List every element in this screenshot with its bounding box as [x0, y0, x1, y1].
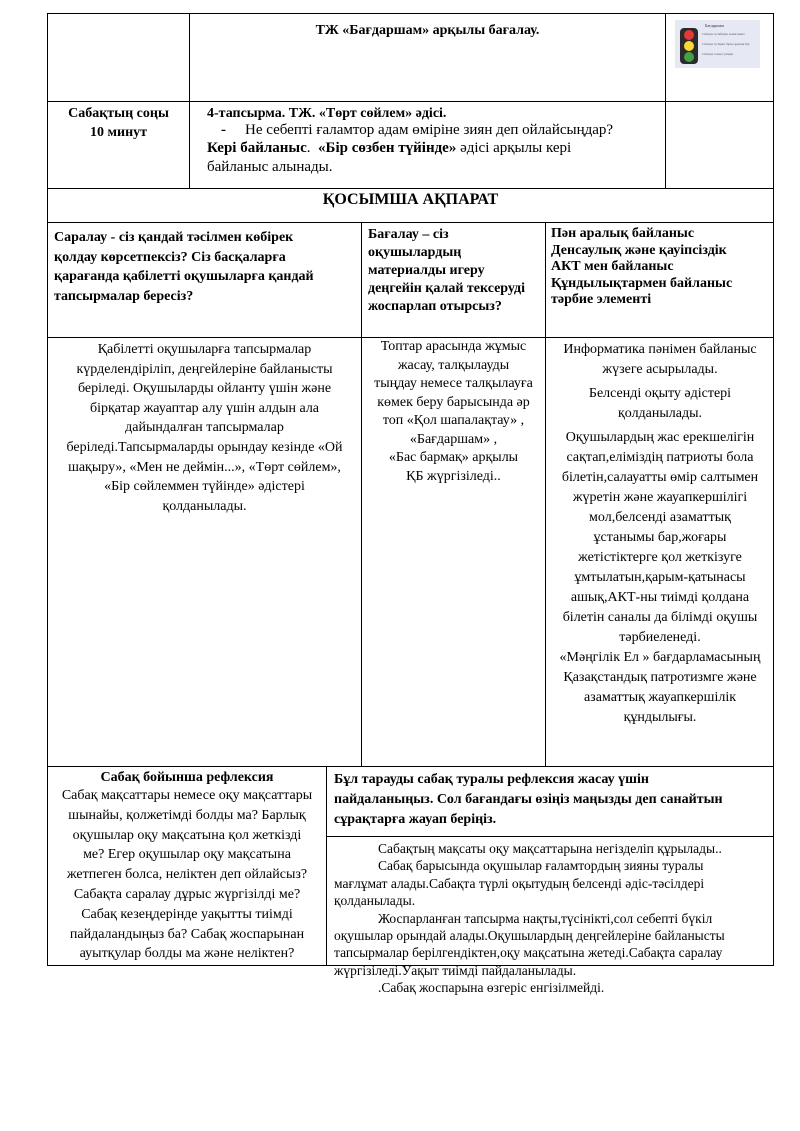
- content-col3-line: қолданылады.: [617, 406, 703, 421]
- content-col3-line: мол,белсенді азаматтық: [589, 510, 731, 525]
- header-assessment: [368, 226, 525, 316]
- answer-line: Сабақтың мақсаты оқу мақсаттарына негізделіп құрылады..: [378, 841, 722, 856]
- content-col3-line: Оқушылардың жас ерекшелігін: [565, 430, 755, 445]
- reflection-question-line: пайдаландыңыз ба? Сабақ жоспарынан: [69, 926, 305, 942]
- header-col3-line: Пән аралық байланыс: [551, 226, 695, 241]
- reflection-title: Сабақ бойынша рефлексия: [100, 770, 274, 785]
- feedback-bold-1: Кері байланыс: [207, 140, 307, 156]
- answer-line: жүргізіледі.Уақыт тиімді пайдаланылады.: [334, 962, 577, 978]
- header-col3-line: Құндылықтармен байланыс: [551, 275, 733, 291]
- instruction-line: Бұл тарауды сабақ туралы рефлексия жасау үшін: [334, 772, 649, 787]
- header-col3-line: АКТ мен байланыс: [551, 259, 674, 274]
- content-col3-line: «Мәңгілік Ел » бағдарламасының: [559, 650, 761, 665]
- content-col3-line: жетістіктерге қол жеткізуге: [578, 550, 742, 565]
- answer-line: тапсырмалар берілгендіктен,оқу мақсатына жетеді.Сабақта саралау: [334, 945, 723, 961]
- content-col1-line: шақыру», «Мен не деймін...», «Төрт сөйлем»,: [68, 459, 341, 475]
- col-divider-1: [361, 222, 362, 767]
- content-col2-line: тыңдау немесе талқылауға: [374, 376, 533, 391]
- header-col2-line: оқушылардың: [368, 245, 462, 260]
- content-assessment: [362, 338, 545, 486]
- feedback-bold-2: «Бір сөзбен түйінде»: [318, 140, 457, 156]
- content-col3-line: білетін,салауатты өмір салтымен: [561, 470, 759, 485]
- content-col3-line: білетін саналы да білімді оқушы: [562, 610, 758, 625]
- header-col2-line: жоспарлап отырсыз?: [368, 299, 502, 314]
- traffic-light-icon: [680, 28, 698, 64]
- content-col1-line: бірқатар жауаптар алу үшін алдын ала: [89, 400, 320, 416]
- assessment-title: ТЖ «Бағдаршам» арқылы бағалау.: [315, 23, 540, 38]
- reflection-question-line: Сабақ кезеңдерінде уақытты тиімді: [81, 906, 293, 922]
- reflection-questions: [48, 786, 326, 964]
- answer-line: Сабақ барысында оқушылар ғаламтордың зияны туралы: [378, 858, 704, 874]
- header-differentiation: [54, 228, 314, 306]
- header-col3-line: тәрбие элементі: [551, 292, 652, 307]
- content-col3-line: ұстанымы бар,жоғары: [593, 530, 727, 545]
- bullet-dash: -: [221, 122, 226, 138]
- content-col3-line: құндылығы.: [623, 710, 697, 725]
- header-col1-line: қарағанда қабілетті оқушыларға қандай: [54, 269, 314, 284]
- task-title: 4-тапсырма. ТЖ. «Төрт сөйлем» әдісі.: [207, 106, 447, 121]
- feedback-line-2: байланыс алынады.: [207, 159, 333, 175]
- reflection-question-line: оқушылар оқу мақсатына қол жеткізді: [72, 827, 302, 843]
- content-col2-line: жасау, талқылауды: [397, 357, 510, 373]
- thumb-title: Бағдаршам: [705, 23, 724, 28]
- lesson-end-line2: 10 минут: [89, 125, 148, 140]
- content-col3-line: жүретін және жауапкершілігі: [572, 490, 748, 505]
- feedback-text-2: әдісі арқылы кері: [456, 140, 572, 156]
- answer-line: .Сабақ жоспарына өзгеріс енгізілмейді.: [378, 980, 605, 996]
- content-col3-line: жүзеге асырылады.: [602, 362, 718, 377]
- content-col2-line: Топтар арасында жұмыс: [380, 339, 527, 354]
- content-col3-line: азаматтық жауапкершілік: [583, 690, 737, 705]
- instruction-divider: [326, 836, 774, 837]
- content-col3-line: тәрбиеленеді.: [619, 630, 701, 645]
- reflection-question-line: жетпеген болса, неліктен деп ойлайсыз?: [66, 867, 308, 883]
- thumb-line-1: Сабақты түсінбедім, көмек қажет: [702, 32, 745, 36]
- answer-line: қолданылады.: [334, 893, 416, 909]
- content-col3-line: Қазақстандық патротизмге және: [563, 670, 757, 685]
- reflection-instruction: [334, 770, 723, 830]
- instruction-line: сұрақтарға жауап беріңіз.: [334, 812, 497, 827]
- lesson-end-line1: Сабақтың соңы: [68, 106, 169, 121]
- traffic-light-image: [675, 20, 760, 68]
- reflection-divider: [326, 766, 327, 966]
- content-col2-line: ҚБ жүргізіледі..: [406, 468, 501, 484]
- content-col1-line: дайындалған тапсырмалар: [125, 420, 284, 436]
- feedback-text-1: .: [306, 140, 319, 156]
- content-col3-line: Белсенді оқыту әдістері: [588, 386, 732, 401]
- content-col1-line: күрделендіріліп, деңгейлеріне байланысты: [76, 361, 333, 377]
- content-col2-line: «Бас бармақ» арқылы: [388, 450, 519, 465]
- content-col1-line: беріледі. Оқушыларды ойланту үшін және: [77, 381, 332, 397]
- header-col1-line: тапсырмалар бересіз?: [54, 288, 194, 304]
- content-col1-line: қолданылады.: [162, 498, 247, 514]
- feedback-line-1: [207, 139, 571, 158]
- reflection-question-line: Сабақта саралау дұрыс жүргізілді ме?: [73, 886, 301, 902]
- header-interdisciplinary: [551, 226, 732, 309]
- content-col2-line: «Бағдаршам» ,: [409, 431, 498, 447]
- header-col2-line: Бағалау – сіз: [368, 227, 449, 242]
- content-interdisciplinary: [546, 340, 774, 728]
- header-col2-line: материалды игеру: [368, 263, 485, 278]
- content-col2-line: топ «Қол шапалақтау» ,: [382, 413, 525, 428]
- reflection-question-line: ме? Егер оқушылар оқу мақсатына: [83, 847, 291, 863]
- content-col3-line: ұмтылатын,қарым-қатынасы: [574, 570, 746, 585]
- content-col3-line: Информатика пәнімен байланыс: [563, 342, 757, 357]
- header-col2-line: деңгейін қалай тексеруді: [368, 281, 525, 296]
- reflection-question-line: Сабақ мақсаттары немесе оқу мақсаттары: [61, 788, 313, 803]
- answer-line: мағлұмат алады.Сабақта түрлі оқытудың белсенді әдіс-тәсілдері: [334, 875, 705, 891]
- content-col3-line: сақтап,еліміздің патриоты бола: [566, 450, 754, 465]
- answer-line: оқушылар орындай алады.Оқушылардың деңгейлеріне байланысты: [334, 928, 725, 944]
- task-question: [221, 121, 613, 140]
- content-col3-line: ашық,АКТ-ны тиімді қолдана: [570, 590, 750, 605]
- thumb-line-3: Сабақты толық түсіндім: [702, 52, 734, 56]
- additional-info-title: ҚОСЫМША АҚПАРАТ: [322, 191, 499, 208]
- content-col1-line: Қабілетті оқушыларға тапсырмалар: [97, 342, 312, 357]
- header-col1-line: Саралау - сіз қандай тәсілмен көбірек: [54, 230, 294, 245]
- question-text: Не себепті ғаламтор адам өміріне зиян деп ойлайсыңдар?: [245, 122, 614, 138]
- content-differentiation: [48, 340, 361, 516]
- content-col1-line: беріледі.Тапсырмаларды орындау кезінде «Ой: [66, 439, 343, 455]
- reflection-question-line: ауытқулар болды ма және неліктен?: [79, 946, 295, 962]
- reflection-answer: [334, 840, 725, 997]
- thumb-line-2: Сабақты түсіндім, бірақ сұрағым бар: [702, 42, 750, 46]
- header-col3-line: Денсаулық және қауіпсіздік: [551, 242, 727, 258]
- content-col1-line: «Бір сөйлеммен түйінде» әдістері: [104, 479, 305, 495]
- header-col1-line: қолдау көрсетпексіз? Сіз басқаларға: [54, 249, 286, 265]
- content-col2-line: көмек беру барысында әр: [377, 394, 530, 410]
- lesson-end-label: [48, 104, 189, 142]
- instruction-line: пайдаланыңыз. Сол бағандағы өзіңіз маңызды деп санайтын: [334, 792, 723, 807]
- reflection-question-line: шынайы, қолжетімді болды ма? Барлық: [68, 807, 306, 823]
- answer-line: Жоспарланған тапсырма нақты,түсінікті,сол себепті бүкіл: [378, 910, 713, 926]
